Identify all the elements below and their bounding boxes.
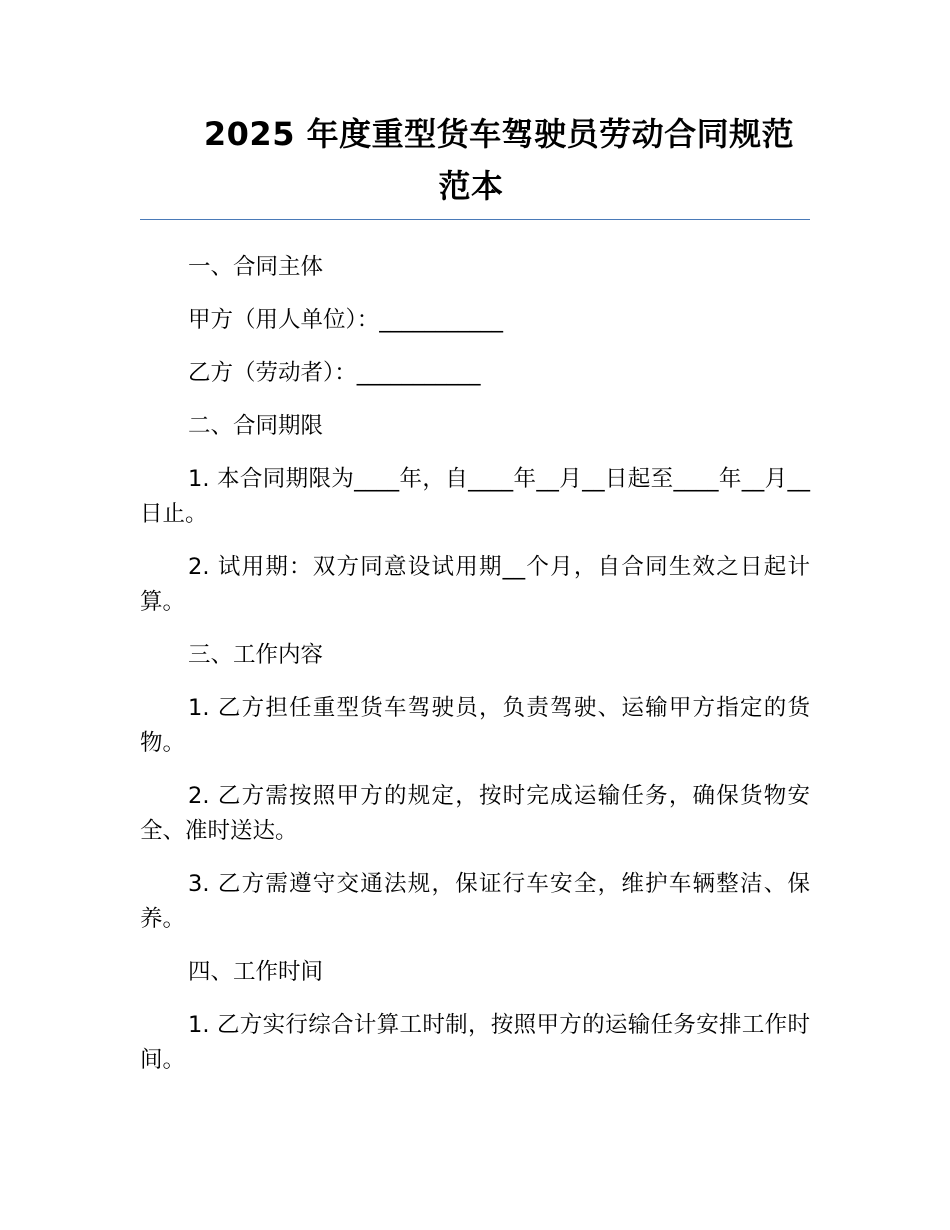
section-heading-parties: 一、合同主体 [188,254,324,280]
work-clause-3: 3. 乙方需遵守交通法规，保证行车安全，维护车辆整洁、保养。 [140,871,810,932]
term-clause-2: 2. 试用期：双方同意设试用期__个月，自合同生效之日起计算。 [140,554,810,615]
party-a-field: 甲方（用人单位）：___________ [188,307,504,333]
document-body [140,250,810,1078]
term-clause-1: 1. 本合同期限为____年，自____年__月__日起至____年__月__日止。 [140,466,810,527]
section-heading-work-content: 三、工作内容 [188,642,324,668]
title-divider [140,219,810,220]
document-title [140,108,810,212]
work-clause-2: 2. 乙方需按照甲方的规定，按时完成运输任务，确保货物安全、准时送达。 [140,783,810,844]
work-clause-1: 1. 乙方担任重型货车驾驶员，负责驾驶、运输甲方指定的货物。 [140,695,810,756]
hours-clause-1: 1. 乙方实行综合计算工时制，按照甲方的运输任务安排工作时间。 [140,1012,810,1073]
document-page [140,108,810,1096]
title-line-1: 2025 年度重型货车驾驶员劳动合同规范 [203,115,795,153]
party-b-field: 乙方（劳动者）：___________ [188,360,481,386]
title-line-2: 范本 [438,167,504,205]
section-heading-term: 二、合同期限 [188,413,324,439]
section-heading-work-hours: 四、工作时间 [188,959,324,985]
